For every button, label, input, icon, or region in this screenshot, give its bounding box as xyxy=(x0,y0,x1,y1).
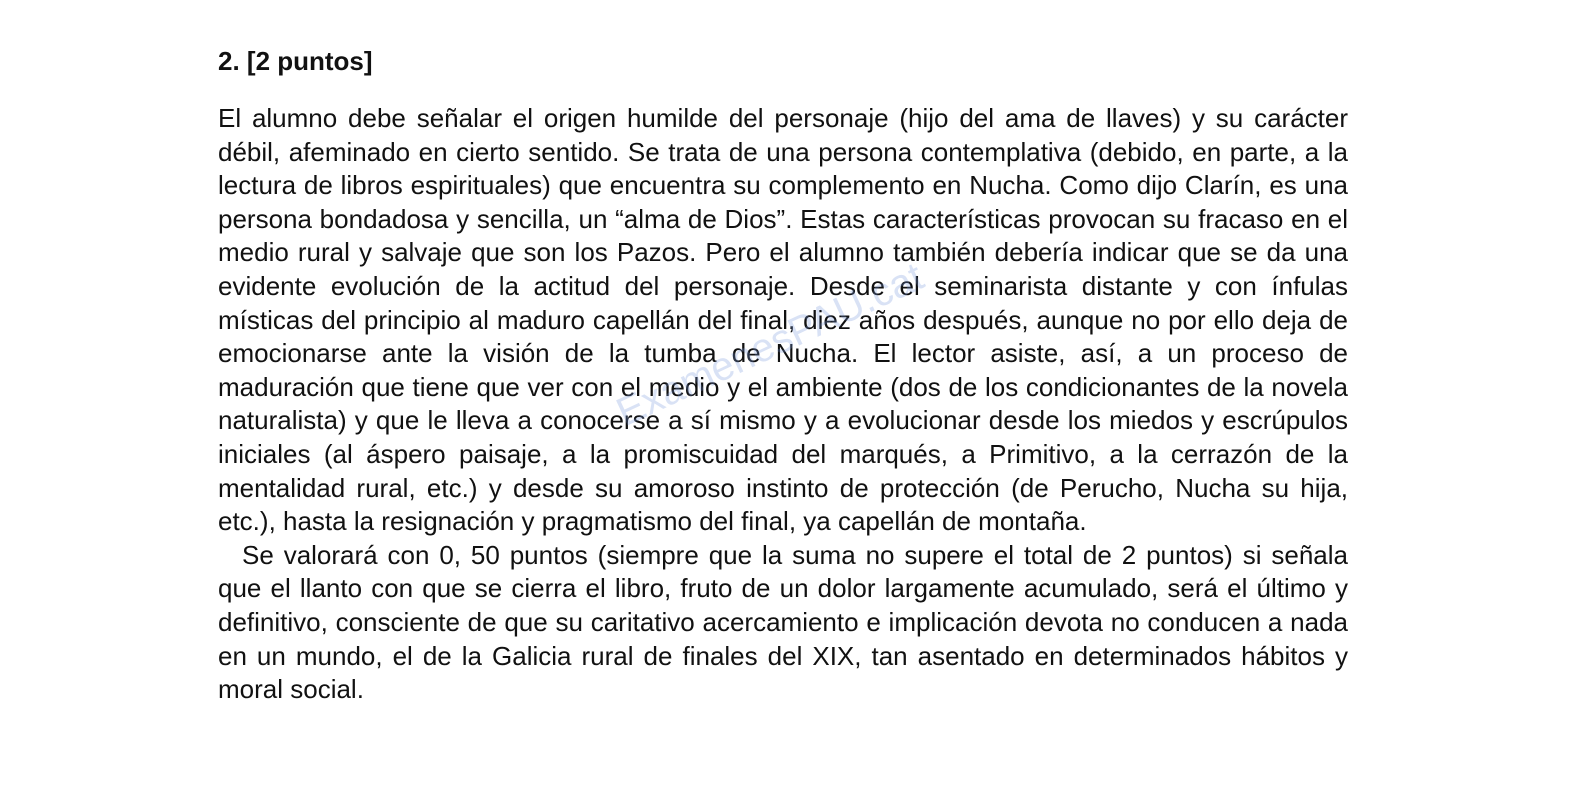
question-heading: 2. [2 puntos] xyxy=(218,46,373,76)
watermark: ExamenesPAU.cat xyxy=(610,254,931,435)
answer-paragraph-2: Se valorará con 0, 50 puntos (siempre que la suma no supere el total de 2 puntos) si señala que el llanto con que se cierra el libro, fruto de un dolor largamente acumulado, será el último y definitivo, consciente de que su caritativo acercamiento e implicación devota no conducen a nada en un mundo, el de la Galicia rural de finales del XIX, tan asentado en determinados hábitos y moral social. xyxy=(218,539,1348,705)
answer-paragraph-1: El alumno debe señalar el origen humilde del personaje (hijo del ama de llaves) y su carácter débil, afeminado en cierto sentido. Se trata de una persona contemplativa (debido, en parte, a la lectura de libros espirituales) que encuentra su complemento en Nucha. Como dijo Clarín, es una persona bondadosa y sencilla, un “alma de Dios”. Estas características provocan su fracaso en el medio rural y salvaje que son los Pazos. Pero el alumno también debería indicar que se da una evidente evolución de la actitud del personaje. Desde el seminarista distante y con ínfulas místicas del principio al maduro capellán del final, diez años después, aunque no por ello deja de emocionarse ante la visión de la tumba de Nucha. El lector asiste, así, a un proceso de maduración que tiene que ver con el medio y el ambiente (dos de los condicionantes de la novela naturalista) y que le lleva a conocerse a sí mismo y a evolucionar desde los miedos y escrúpulos iniciales (al áspero paisaje, a la promiscuidad del marqués, a Primitivo, a la cerrazón de la mentalidad rural, etc.) y desde su amoroso instinto de protección (de Perucho, Nucha su hija, etc.), hasta la resignación y pragmatismo del final, ya capellán de montaña. xyxy=(218,103,1348,537)
document-page xyxy=(218,40,1348,707)
